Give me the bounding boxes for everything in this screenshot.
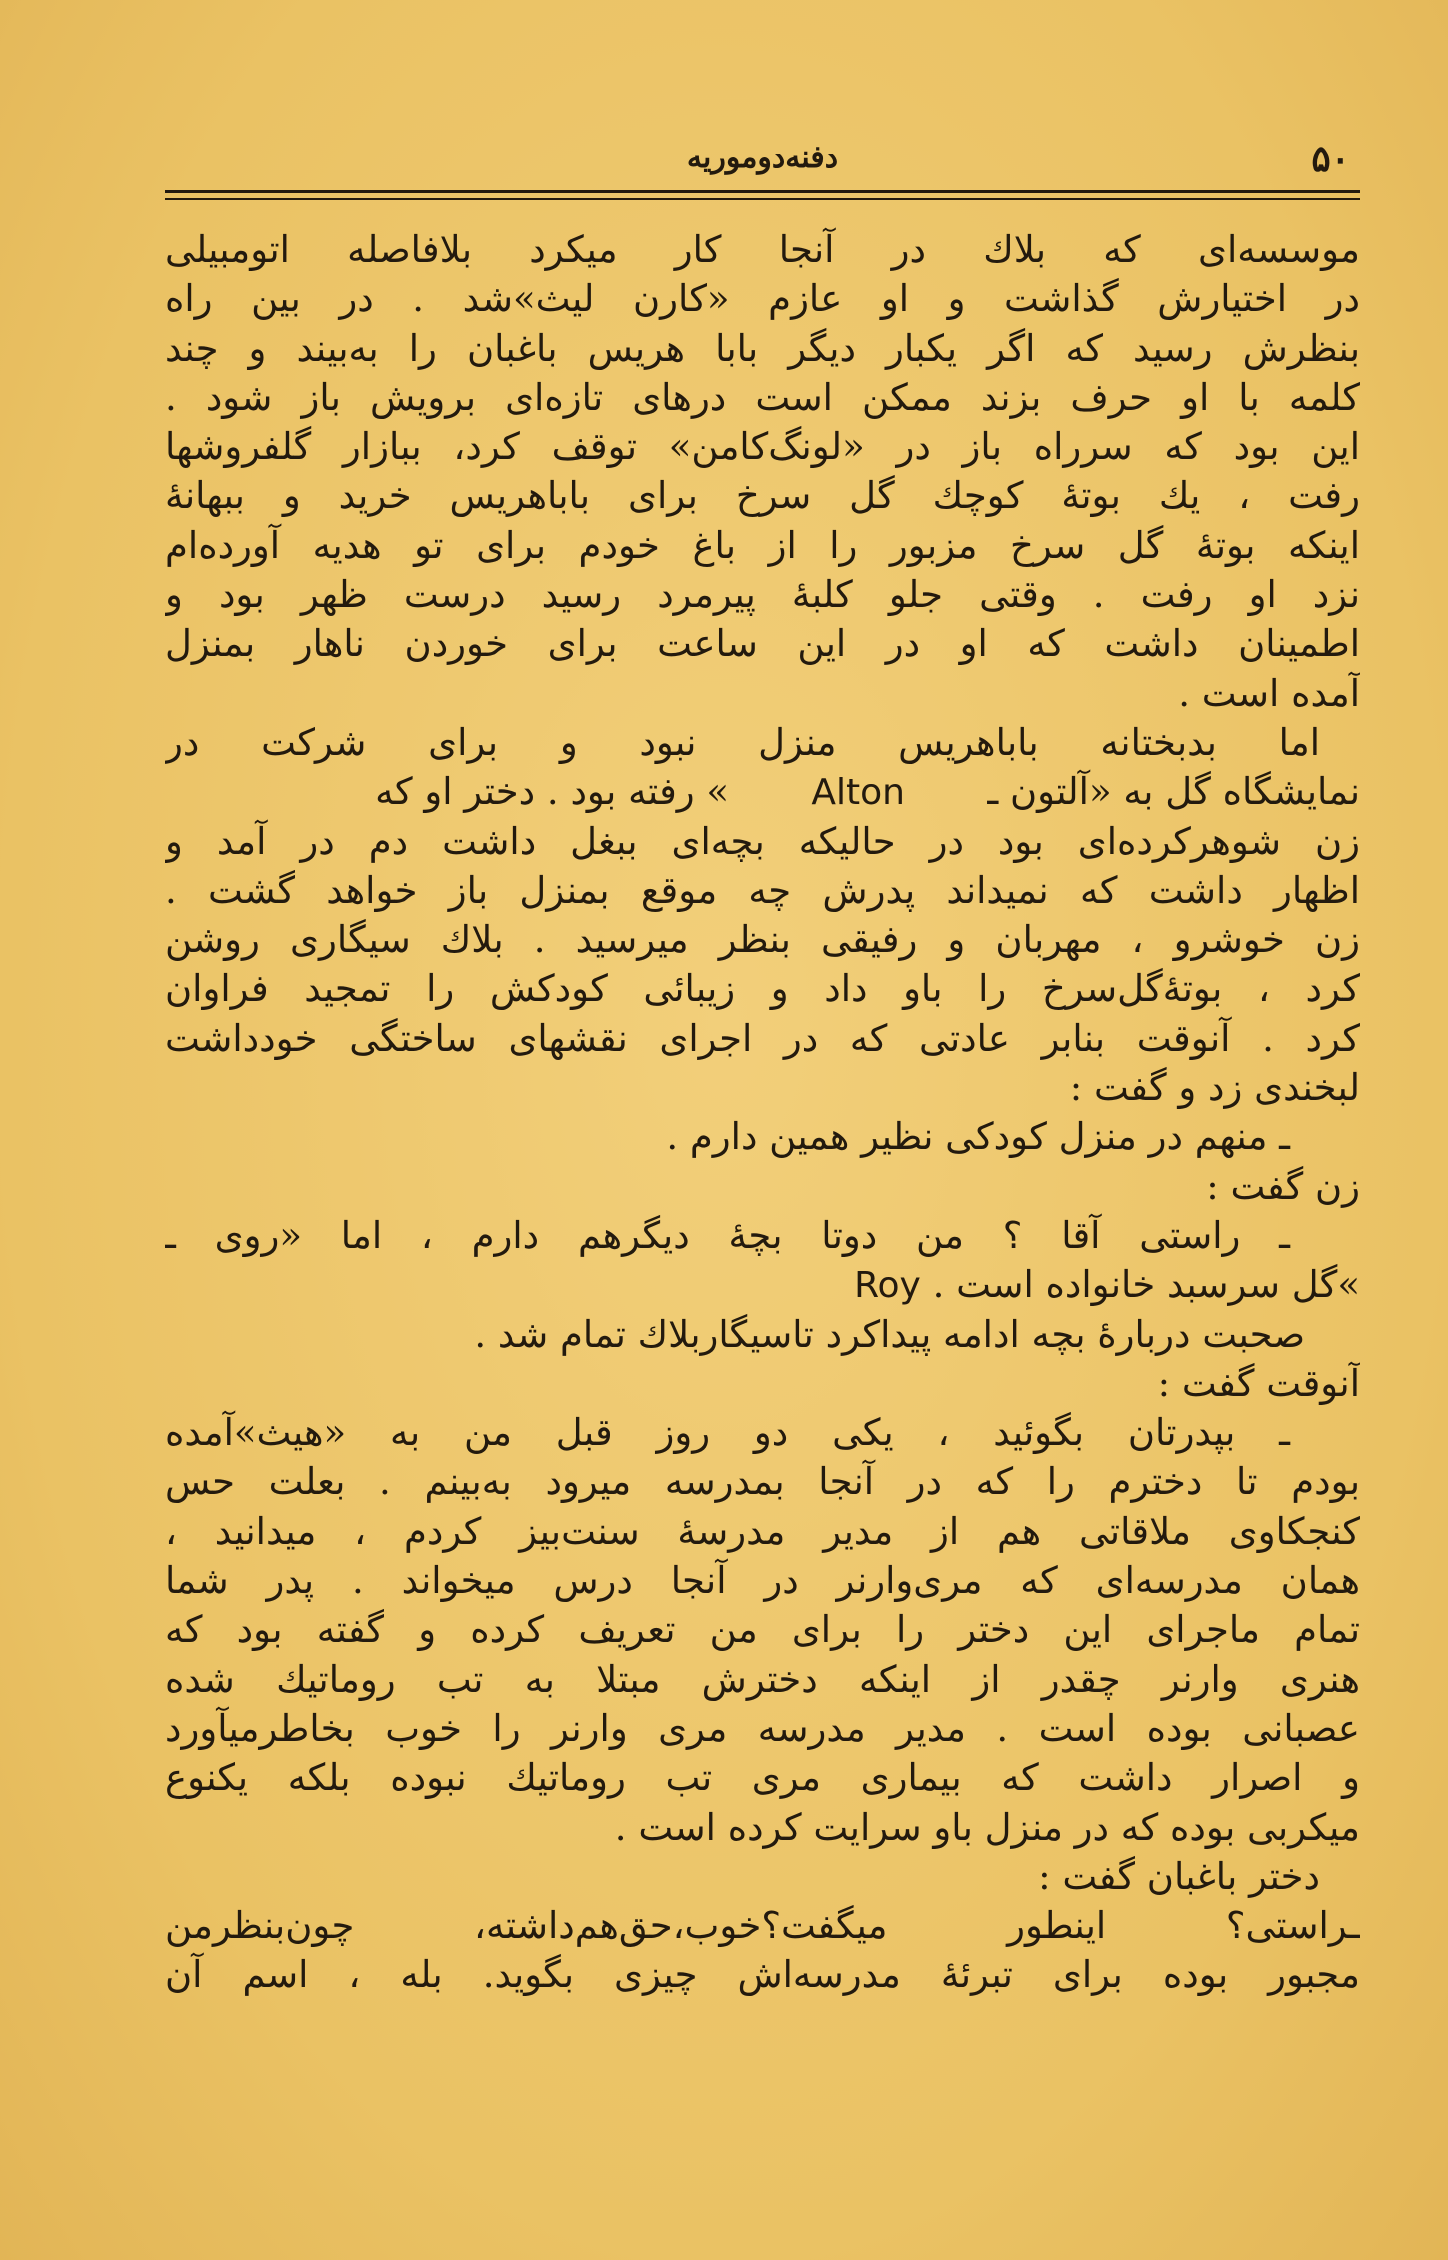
text-line: کنجکاوی ملاقاتی هم از مدیر مدرسهٔ سنت‌بیز کردم ، میدانید ، — [165, 1509, 1360, 1553]
dialogue-line: ـ بپدرتان بگوئید ، یکی دو روز قبل من به «هیث»آمده — [165, 1411, 1290, 1455]
text-segment: نمایشگاه گل به «آلتون ـ — [987, 770, 1360, 814]
body-text — [165, 225, 1360, 2000]
dialogue-line: ـ راستی آقا ؟ من دوتا بچهٔ دیگرهم دارم ، اما «روی ـ — [165, 1213, 1290, 1257]
text-line: آمده است . — [1178, 671, 1360, 715]
text-line: زن خوشرو ، مهربان و رفیقی بنظر میرسید . بلاك سیگاری روشن — [165, 918, 1360, 962]
text-line: آنوقت گفت : — [1157, 1361, 1360, 1405]
text-line: صحبت دربارهٔ بچه ادامه پیداکرد تاسیگاربلاك تمام شد . — [474, 1312, 1305, 1356]
text-line: نزد او رفت . وقتی جلو کلبهٔ پیرمرد رسید درست ظهر بود و — [165, 573, 1360, 617]
text-line: موسسه‌ای که بلاك در آنجا کار میکرد بلافاصله اتومبیلی — [165, 228, 1360, 271]
text-line: بودم تا دخترم را که در آنجا بمدرسه میرود به‌بینم . بعلت حس — [165, 1460, 1360, 1504]
text-line: بنظرش رسید که اگر یکبار دیگر بابا هریس باغبان را به‌بیند و چند — [165, 326, 1360, 370]
text-line: تمام ماجرای این دختر را برای من تعریف کرده و گفته بود که — [165, 1608, 1360, 1652]
text-line: کلمه با او حرف بزند ممکن است درهای تازه‌ای برویش باز شود . — [165, 375, 1360, 419]
text-line: این بود که سرراه باز در «لونگ‌کامن» توقف کرد، ببازار گلفروشها — [165, 425, 1360, 469]
running-title: دفنه‌دوموریه — [686, 140, 839, 175]
text-line: اما بدبختانه باباهریس منزل نبود و برای شرکت در — [165, 720, 1320, 764]
text-line: در اختیارش گذاشت و او عازم «کارن لیث»شد . در بین راه — [165, 277, 1360, 321]
header-rule-thick — [165, 190, 1360, 193]
text-segment: »گل سرسبد خانواده است . — [932, 1263, 1360, 1307]
text-line: میکربی بوده که در منزل باو سرایت کرده است . — [614, 1805, 1360, 1849]
text-line: کرد ، بوتهٔ‌گل‌سرخ را باو داد و زیبائی کودکش را تمجید فراوان — [165, 967, 1360, 1011]
page-header — [165, 138, 1360, 188]
text-line: هنری وارنر چقدر از اینکه دخترش مبتلا به تب روماتیك شده — [165, 1657, 1360, 1701]
text-line: لبخندی زد و گفت : — [1069, 1066, 1360, 1110]
text-line: زن گفت : — [1206, 1164, 1360, 1208]
text-line: رفت ، یك بوتهٔ کوچك گل سرخ برای باباهریس خرید و ببهانهٔ — [165, 474, 1360, 518]
latin-term-alton: Alton — [811, 772, 905, 814]
dialogue-line: ـراستی؟ اینطور میگفت؟خوب،حق‌هم‌داشته، چون‌بنظرمن — [165, 1904, 1360, 1948]
text-line-mixed — [165, 1260, 1360, 1309]
text-line: مجبور بوده برای تبرئهٔ مدرسه‌اش چیزی بگوید. بله ، اسم آن — [165, 1953, 1360, 1997]
text-line: دختر باغبان گفت : — [1038, 1854, 1320, 1898]
text-line: عصبانی بوده است . مدیر مدرسه مری وارنر را خوب بخاطرمیآورد — [165, 1706, 1360, 1750]
text-line: زن شوهرکرده‌ای بود در حالیکه بچه‌ای ببغل داشت دم در آمد و — [165, 819, 1360, 863]
text-line-mixed — [165, 767, 1360, 816]
text-line: اظهار داشت که نمیداند پدرش چه موقع بمنزل باز خواهد گشت . — [165, 868, 1360, 912]
text-line: کرد . آنوقت بنابر عادتی که در اجرای نقشهای ساختگی خودداشت — [165, 1016, 1360, 1060]
text-line: اطمینان داشت که او در این ساعت برای خوردن ناهار بمنزل — [165, 622, 1360, 666]
latin-term-roy: Roy — [854, 1265, 921, 1307]
header-rule-thin — [165, 198, 1360, 200]
text-segment: » رفته بود . دختر او که — [375, 770, 730, 814]
text-line: و اصرار داشت که بیماری مری تب روماتیك نبوده بلکه یکنوع — [165, 1756, 1360, 1800]
text-line: اینکه بوتهٔ گل سرخ مزبور را از باغ خودم برای تو هدیه آورده‌ام — [165, 523, 1360, 567]
dialogue-line: ـ منهم در منزل کودکی نظیر همین دارم . — [666, 1115, 1290, 1159]
page-number: ۵۰ — [1311, 138, 1350, 180]
text-line: همان مدرسه‌ای که مری‌وارنر در آنجا درس میخواند . پدر شما — [165, 1559, 1360, 1603]
